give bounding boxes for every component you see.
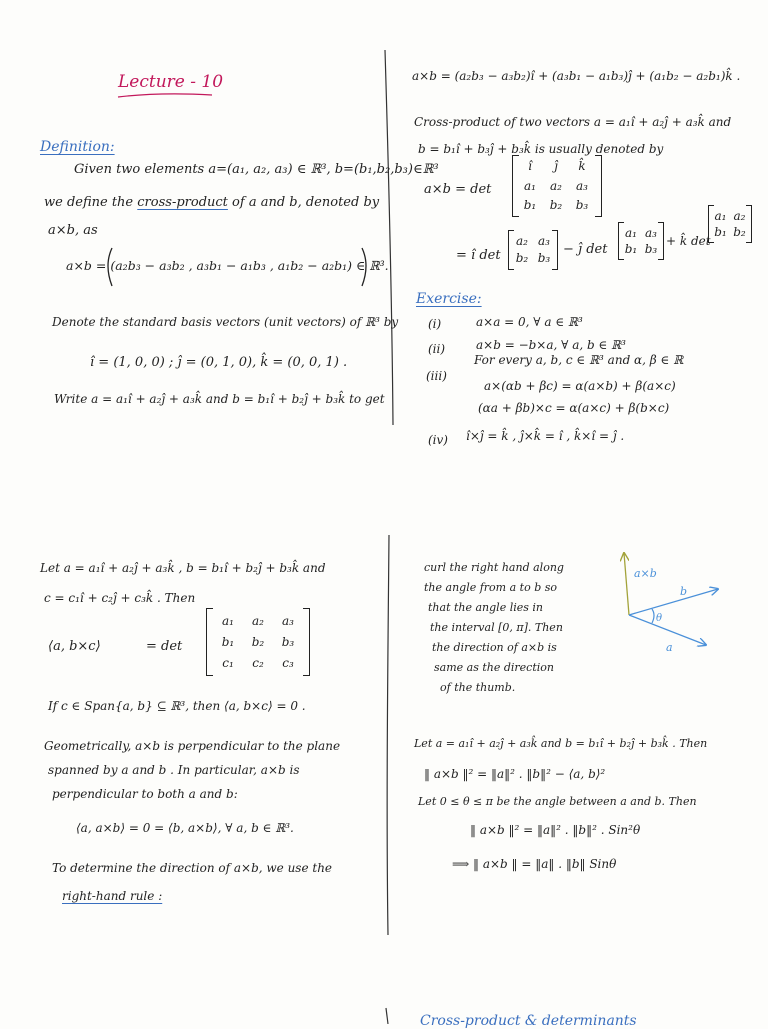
det-cell: b₂ <box>549 198 563 212</box>
curl-line: the angle from a to b so <box>424 581 557 594</box>
det-matrix <box>512 155 602 217</box>
definition-line-2 <box>44 196 379 209</box>
curl-line: the direction of a×b is <box>432 641 557 654</box>
minor-cell: a₃ <box>538 234 550 248</box>
norm-line: Let a = a₁î + a₂ĵ + a₃k̂ and b = b₁î + b₂ĵ + b₃k̂ . Then <box>414 737 708 750</box>
matrix-cell: c₁ <box>222 656 234 670</box>
next-section-heading: Cross-product & determinants <box>420 1013 637 1029</box>
curl-line: that the angle lies in <box>428 601 543 614</box>
det-cell: b₃ <box>575 198 589 212</box>
exercise-item: î×ĵ = k̂ , ĵ×k̂ = î , k̂×î = ĵ . <box>466 429 625 443</box>
curl-line: same as the direction <box>434 661 554 674</box>
definition-line-1: Given two elements a=(a₁, a₂, a₃) ∈ ℝ³, b=(b₁,b₂,b₃)∈ℝ³ <box>74 162 439 177</box>
exercise-num: (ii) <box>428 342 446 356</box>
det-cell: a₂ <box>550 179 562 193</box>
definition-heading: Definition: <box>40 139 115 155</box>
det-cell: a₁ <box>524 179 536 193</box>
matrix-cell: c₂ <box>252 656 264 670</box>
minor-matrix-1 <box>508 230 558 270</box>
expansion-mid: − ĵ det <box>563 242 608 257</box>
matrix-cell: b₂ <box>251 635 265 649</box>
right-hand-rule-term: right-hand rule : <box>62 889 163 903</box>
exercise-item: For every a, b, c ∈ ℝ³ and α, β ∈ ℝ <box>474 353 684 367</box>
geometric-line-1: Geometrically, a×b is perpendicular to the plane <box>44 739 341 753</box>
basis-vectors: î = (1, 0, 0) ; ĵ = (0, 1, 0), k̂ = (0, 0, 1) . <box>90 355 348 370</box>
minor-cell: a₂ <box>733 209 746 223</box>
minor-cell: a₁ <box>714 209 727 223</box>
det-lhs: a×b = det <box>424 182 492 197</box>
exercise-num: (i) <box>428 317 442 331</box>
minor-cell: b₃ <box>537 251 551 265</box>
matrix-cell: c₃ <box>282 656 294 670</box>
triple-product-lhs: ⟨a, b×c⟩ <box>48 639 101 654</box>
let-line-1: Let a = a₁î + a₂ĵ + a₃k̂ , b = b₁î + b₂ĵ + b₃k̂ and <box>40 561 326 575</box>
geometric-line-2: spanned by a and b . In particular, a×b is <box>48 763 300 777</box>
minor-matrix-3 <box>708 205 752 243</box>
cross-def-line-1: Cross-product of two vectors a = a₁î + a₂ĵ + a₃k̂ and <box>414 115 732 129</box>
matrix-cell: b₁ <box>221 635 235 649</box>
right-hand-rule-intro: To determine the direction of a×b, we use the <box>52 861 333 875</box>
curl-line: of the thumb. <box>440 681 516 694</box>
curl-line: the interval [0, π]. Then <box>430 621 563 634</box>
exercise-heading: Exercise: <box>416 291 482 307</box>
det-cell: a₃ <box>576 179 588 193</box>
det-cell: b₁ <box>523 198 537 212</box>
triple-product-eq: = det <box>146 639 183 654</box>
cross-product-formula: a×b = (a₂b₃ − a₃b₂ , a₃b₁ − a₁b₃ , a₁b₂ − a₂b₁) ∈ ℝ³. <box>66 258 389 273</box>
minor-cell: b₁ <box>624 242 638 256</box>
b-label: b <box>680 585 688 598</box>
cross-product-expanded: a×b = (a₂b₃ − a₃b₂)î + (a₃b₁ − a₁b₃)ĵ + (a₁b₂ − a₂b₁)k̂ . <box>412 69 741 83</box>
right-hand-rule-diagram <box>600 545 730 655</box>
a-label: a <box>666 641 673 654</box>
matrix-cell: a₁ <box>222 614 234 628</box>
exercise-item: a×a = 0, ∀ a ∈ ℝ³ <box>476 315 583 329</box>
let-line-2: c = c₁î + c₂ĵ + c₃k̂ . Then <box>44 591 196 605</box>
minor-cell: a₁ <box>625 226 637 240</box>
exercise-item: a×b = −b×a, ∀ a, b ∈ ℝ³ <box>476 338 626 352</box>
geometric-line-3: perpendicular to both a and b: <box>52 787 238 801</box>
b-vector <box>629 589 718 615</box>
angle-arc <box>652 609 654 623</box>
triple-product-matrix <box>206 608 310 676</box>
norm-line: ‖ a×b ‖² = ‖a‖² . ‖b‖² − ⟨a, b⟩² <box>424 767 606 781</box>
perpendicular-formula: ⟨a, a×b⟩ = 0 = ⟨b, a×b⟩, ∀ a, b ∈ ℝ³. <box>76 821 294 835</box>
axb-vector <box>624 553 629 615</box>
norm-line: ‖ a×b ‖² = ‖a‖² . ‖b‖² . Sin²θ <box>470 823 641 837</box>
expansion-k: + k̂ det <box>666 234 711 248</box>
exercise-item: a×(αb + βc) = α(a×b) + β(a×c) <box>484 379 676 393</box>
matrix-cell: a₃ <box>282 614 294 628</box>
expansion-lead: = î det <box>456 248 501 263</box>
det-cell: ĵ <box>554 159 558 173</box>
axb-label: a×b <box>634 567 657 580</box>
det-cell: î <box>528 159 532 173</box>
minor-cell: b₁ <box>714 225 727 239</box>
basis-line-1: Denote the standard basis vectors (unit vectors) of ℝ³ by <box>52 315 399 329</box>
lecture-title: Lecture - 10 <box>118 72 224 92</box>
definition-line-3: a×b, as <box>48 223 98 238</box>
det-cell: k̂ <box>578 159 586 173</box>
matrix-cell: b₃ <box>281 635 295 649</box>
minor-cell: b₂ <box>515 251 529 265</box>
exercise-num: (iv) <box>428 433 448 447</box>
curl-line: curl the right hand along <box>424 561 564 574</box>
matrix-cell: a₂ <box>252 614 264 628</box>
cross-def-line-2: b = b₁î + b₃ĵ + b₃k̂ is usually denoted by <box>418 142 664 156</box>
minor-cell: a₃ <box>645 226 657 240</box>
minor-cell: b₂ <box>733 225 746 239</box>
exercise-num: (iii) <box>426 369 447 383</box>
span-statement: If c ∈ Span{a, b} ⊆ ℝ³, then ⟨a, b×c⟩ = 0 . <box>48 699 306 713</box>
cross-product-term: cross-product <box>137 195 228 210</box>
definition-line-2-pre: we define the <box>44 195 134 210</box>
norm-line: Let 0 ≤ θ ≤ π be the angle between a and b. Then <box>418 795 697 808</box>
exercise-item: (αa + βb)×c = α(a×c) + β(b×c) <box>478 401 670 415</box>
norm-line: ⟹ ‖ a×b ‖ = ‖a‖ . ‖b‖ Sinθ <box>452 857 617 871</box>
minor-cell: b₃ <box>644 242 658 256</box>
minor-matrix-2 <box>618 222 664 260</box>
theta-label: θ <box>656 613 663 624</box>
definition-line-2-post: of a and b, denoted by <box>232 195 380 210</box>
minor-cell: a₂ <box>516 234 528 248</box>
basis-line-3: Write a = a₁î + a₂ĵ + a₃k̂ and b = b₁î + b₂ĵ + b₃k̂ to get <box>54 392 385 406</box>
